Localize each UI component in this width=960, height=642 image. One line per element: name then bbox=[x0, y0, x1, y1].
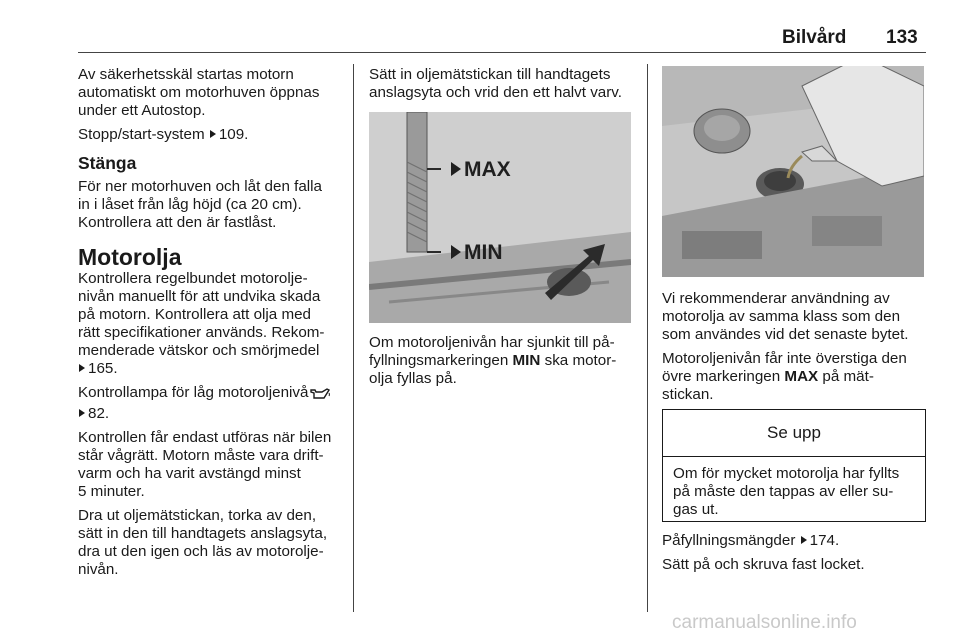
oil-lamp-reference[interactable]: 82. bbox=[78, 405, 348, 423]
watermark: carmanualsonline.info bbox=[672, 612, 857, 633]
heading-engine-oil: Motorolja bbox=[78, 244, 182, 270]
close-paragraph: För ner motorhuven och låt den falla in i låset från låg höjd (ca 20 cm). Kontrollera att den är fastlåst. bbox=[78, 178, 322, 231]
page-number: 133 bbox=[886, 27, 918, 48]
dipstick-paragraph: Dra ut oljemätstickan, torka av den, sätt in den till handtagets anslagsyta, dra ut den igen och läs av motorolje- nivån. bbox=[78, 507, 328, 578]
fluids-reference[interactable]: 165. bbox=[78, 360, 348, 378]
refill-section bbox=[662, 532, 924, 580]
page-reference-arrow-icon bbox=[79, 364, 85, 372]
oil-can-warning-icon bbox=[310, 387, 330, 405]
caution-title: Se upp bbox=[663, 410, 925, 457]
refill-quantities-reference[interactable]: Påfyllningsmängder 174. bbox=[662, 532, 840, 549]
insert-dipstick-paragraph: Sätt in oljemätstickan till handtagets anslagsyta och vrid den ett halvt varv. bbox=[369, 66, 622, 101]
header-divider bbox=[78, 52, 926, 53]
page-reference-arrow-icon bbox=[79, 409, 85, 417]
oil-lamp-paragraph: Kontrollampa för låg motoroljenivå 82. bbox=[78, 384, 348, 423]
left-column bbox=[78, 66, 348, 585]
dipstick-photo bbox=[369, 112, 631, 323]
middle-column bbox=[369, 66, 637, 108]
stop-start-reference[interactable]: Stopp/start-system 109. bbox=[78, 126, 249, 143]
check-conditions-paragraph: Kontrollen får endast utföras när bilen står vågrätt. Motorn måste vara drift- varm och ha varit avstängd minst 5 minuter. bbox=[78, 429, 332, 500]
level-paragraph: Om motoroljenivån har sjunkit till på- fyllningsmarkeringen MIN ska motor- olja fyllas på. bbox=[369, 334, 617, 387]
page-reference-arrow-icon bbox=[210, 130, 216, 138]
autostop-paragraph: Av säkerhetsskäl startas motorn automatiskt om motorhuven öppnas under ett Autostop. bbox=[78, 66, 320, 119]
oil-filling-photo bbox=[662, 66, 924, 277]
caution-box bbox=[662, 409, 926, 522]
page-reference-arrow-icon bbox=[801, 536, 807, 544]
max-label: MAX bbox=[464, 158, 511, 181]
column-divider-left bbox=[353, 64, 354, 612]
oil-check-paragraph: Kontrollera regelbundet motorolje- nivån manuellt för att undvika skada på motorn. Kontrollera att olja med rätt specifikationer används. Rekom- menderade vätskor och smörjmedel 165. bbox=[78, 270, 348, 378]
final-instruction: Sätt på och skruva fast locket. bbox=[662, 556, 865, 573]
min-label: MIN bbox=[464, 241, 503, 264]
caution-text: Om för mycket motorolja har fyllts på måste den tappas av eller su- gas ut. bbox=[673, 465, 900, 518]
right-column-text bbox=[662, 290, 924, 410]
column-divider-right bbox=[647, 64, 648, 612]
max-paragraph: Motoroljenivån får inte överstiga den övre markeringen MAX på mät- stickan. bbox=[662, 350, 907, 403]
header-section-title: Bilvård bbox=[782, 27, 847, 48]
recommend-paragraph: Vi rekommenderar användning av motorolja av samma klass som den som användes vid det senaste bytet. bbox=[662, 290, 909, 343]
heading-close: Stänga bbox=[78, 153, 137, 173]
